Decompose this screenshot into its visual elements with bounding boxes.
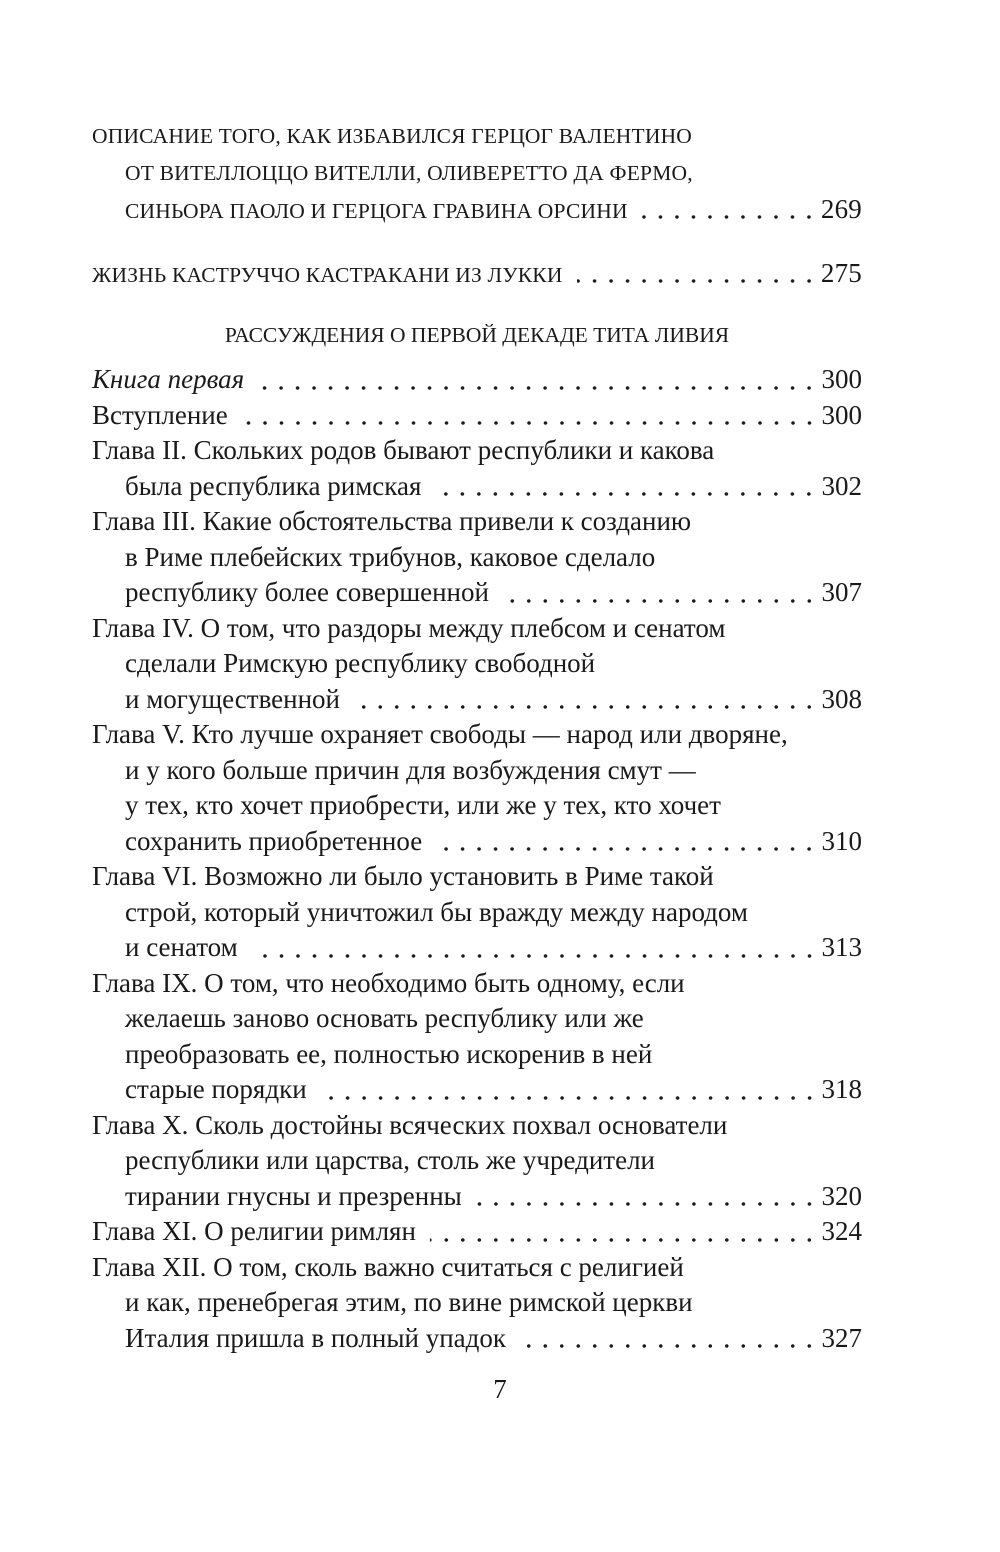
entry-page-number: 275 bbox=[820, 257, 862, 288]
toc-entry-line bbox=[92, 118, 862, 155]
entry-title-text: тирании гнусны и презренны bbox=[125, 1180, 462, 1211]
toc-entry-line bbox=[92, 682, 862, 718]
toc-entry-line bbox=[92, 1214, 862, 1250]
toc-section bbox=[92, 317, 862, 1356]
entry-title-text: в Риме плебейских трибунов, каковое сделало bbox=[125, 541, 656, 572]
entry-title-text: и у кого больше причин для возбуждения смут — bbox=[125, 754, 696, 785]
toc-entry-line bbox=[92, 1321, 862, 1357]
dot-leader bbox=[520, 1344, 818, 1348]
toc-entry-line bbox=[92, 859, 862, 895]
toc-entry bbox=[92, 1214, 862, 1250]
entry-title-text: республики или царства, столь же учредители bbox=[125, 1145, 655, 1175]
toc-entry-line bbox=[92, 433, 862, 469]
toc-entry bbox=[92, 966, 862, 1108]
toc-section bbox=[92, 255, 862, 292]
toc-entry bbox=[92, 1250, 862, 1357]
toc-entry-line bbox=[92, 540, 862, 576]
dot-leader bbox=[430, 1238, 818, 1242]
entry-page-number: 308 bbox=[821, 683, 862, 714]
entry-title-text: строй, который уничтожил бы вражду между народом bbox=[125, 896, 748, 927]
toc-entry-line bbox=[92, 155, 862, 192]
entry-page-number: 307 bbox=[821, 577, 862, 607]
entry-title-text: Вступление bbox=[92, 399, 228, 430]
toc-entry bbox=[92, 433, 862, 504]
toc-entry bbox=[92, 362, 862, 398]
dot-leader bbox=[642, 215, 817, 219]
entry-title-text: Глава XI. О религии римлян bbox=[92, 1216, 416, 1246]
toc-entry-line bbox=[92, 575, 862, 611]
dot-leader bbox=[321, 1096, 818, 1100]
toc-entry bbox=[92, 398, 862, 434]
section-gap bbox=[92, 228, 862, 255]
entry-page-number: 313 bbox=[821, 932, 862, 962]
toc-entry-line bbox=[92, 1250, 862, 1286]
entry-title-text: Глава IX. О том, что необходимо быть одному, если bbox=[92, 967, 685, 998]
toc-entry-line bbox=[92, 1072, 862, 1108]
toc-entry-line bbox=[92, 717, 862, 753]
entry-title-text: Глава II. Скольких родов бывают республики и какова bbox=[92, 435, 715, 465]
toc-entry-line bbox=[92, 1108, 862, 1144]
dot-leader bbox=[577, 279, 817, 283]
entry-page-number: 300 bbox=[821, 399, 862, 430]
entry-title-text: СИНЬОРА ПАОЛО И ГЕРЦОГА ГРАВИНА ОРСИНИ bbox=[125, 199, 628, 223]
entry-title-text: преобразовать ее, полностью искоренив в ней bbox=[125, 1038, 653, 1069]
entry-title-text: ОТ ВИТЕЛЛОЦЦО ВИТЕЛЛИ, ОЛИВЕРЕТТО ДА ФЕРМО, bbox=[125, 160, 693, 185]
entry-page-number: 324 bbox=[821, 1216, 862, 1246]
entry-title-text: Глава V. Кто лучше охраняет свободы — народ или дворяне, bbox=[92, 719, 788, 749]
toc-entry-line bbox=[92, 1285, 862, 1321]
toc-entry-line bbox=[92, 966, 862, 1002]
entry-page-number: 300 bbox=[821, 364, 862, 394]
toc-entry bbox=[92, 255, 862, 292]
toc-entry-line bbox=[92, 788, 862, 824]
entry-title-text: была республика римская bbox=[125, 470, 422, 501]
entry-title-text: республику более совершенной bbox=[125, 577, 489, 607]
toc-entry-line bbox=[92, 930, 862, 966]
table-of-contents bbox=[92, 118, 862, 1356]
entry-title-text: Глава IV. О том, что раздоры между плебсом и сенатом bbox=[92, 612, 726, 643]
entry-title-text: старые порядки bbox=[125, 1074, 307, 1104]
section-heading: РАССУЖДЕНИЯ О ПЕРВОЙ ДЕКАДЕ ТИТА ЛИВИЯ bbox=[224, 323, 730, 347]
entry-title-text: ЖИЗНЬ КАСТРУЧЧО КАСТРАКАНИ ИЗ ЛУККИ bbox=[92, 262, 563, 287]
toc-entry-line bbox=[92, 753, 862, 789]
toc-entry-line bbox=[92, 895, 862, 931]
toc-entry-line bbox=[92, 1179, 862, 1215]
dot-leader bbox=[503, 599, 818, 603]
entry-page-number: 302 bbox=[821, 470, 862, 501]
toc-entry bbox=[92, 1108, 862, 1215]
entry-title-text: желаешь заново основать республику или же bbox=[125, 1003, 644, 1033]
entry-title-text: ОПИСАНИЕ ТОГО, КАК ИЗБАВИЛСЯ ГЕРЦОГ ВАЛЕНТИНО bbox=[92, 124, 693, 148]
dot-leader bbox=[435, 492, 817, 496]
toc-entry bbox=[92, 717, 862, 859]
page-number: 7 bbox=[493, 1374, 507, 1404]
toc-entry-line bbox=[92, 824, 862, 860]
toc-entry bbox=[92, 859, 862, 966]
entry-page-number: 320 bbox=[821, 1180, 862, 1211]
toc-entry-line bbox=[92, 1143, 862, 1179]
entry-title-text: сделали Римскую республику свободной bbox=[125, 648, 596, 678]
toc-entry-line bbox=[92, 646, 862, 682]
entry-title-text: у тех, кто хочет приобрести, или же у тех, кто хочет bbox=[125, 790, 721, 820]
toc-entry-line bbox=[92, 504, 862, 540]
toc-entry-line bbox=[92, 255, 862, 292]
entry-title-text: Глава XII. О том, сколь важно считаться с религией bbox=[92, 1251, 684, 1282]
dot-leader bbox=[258, 386, 817, 390]
entry-title-text: сохранить приобретенное bbox=[125, 825, 423, 856]
toc-entry-line bbox=[92, 191, 862, 228]
entry-title-text: и сенатом bbox=[125, 932, 238, 962]
dot-leader bbox=[476, 1202, 818, 1206]
entry-title-text: Книга первая bbox=[92, 364, 245, 394]
entry-title-text: Глава III. Какие обстоятельства привели к созданию bbox=[92, 506, 692, 536]
entry-title-text: и как, пренебрегая этим, по вине римской церкви bbox=[125, 1287, 693, 1317]
dot-leader bbox=[354, 705, 817, 709]
toc-entry bbox=[92, 611, 862, 718]
entry-page-number: 327 bbox=[821, 1322, 862, 1353]
entry-title-text: Италия пришла в полный упадок bbox=[125, 1322, 506, 1353]
toc-entry-line bbox=[92, 611, 862, 647]
entry-title-text: Глава VI. Возможно ли было установить в Риме такой bbox=[92, 861, 714, 891]
dot-leader bbox=[242, 421, 818, 425]
entry-page-number: 310 bbox=[821, 825, 862, 856]
entry-title-text: и могущественной bbox=[125, 683, 341, 714]
entry-page-number: 318 bbox=[821, 1074, 862, 1104]
toc-entry-line bbox=[92, 1001, 862, 1037]
toc-entry bbox=[92, 504, 862, 611]
toc-section bbox=[92, 118, 862, 228]
toc-entry-line bbox=[92, 469, 862, 505]
dot-leader bbox=[252, 954, 818, 958]
toc-entry-line bbox=[92, 398, 862, 434]
dot-leader bbox=[436, 847, 817, 851]
toc-entry bbox=[92, 118, 862, 228]
entry-page-number: 269 bbox=[820, 194, 862, 224]
toc-entry-line bbox=[92, 362, 862, 398]
entry-title-text: Глава X. Сколь достойны всяческих похвал основатели bbox=[92, 1109, 728, 1140]
toc-entry-line bbox=[92, 1037, 862, 1073]
